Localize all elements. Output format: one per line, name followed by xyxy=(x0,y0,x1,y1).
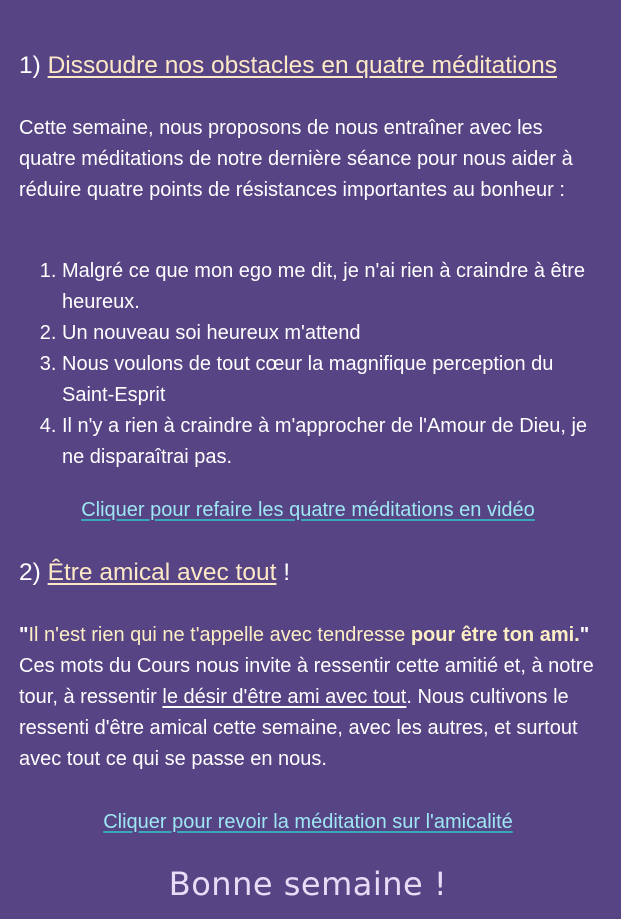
list-item: 4. Il n'y a rien à craindre à m'approcher de l'Amour de Dieu, je ne disparaîtrai pas. xyxy=(62,411,603,473)
friendship-link-container xyxy=(19,808,597,836)
quote-close-mark: " xyxy=(579,624,590,646)
quote-text: Il n'est rien qui ne t'appelle avec tendresse xyxy=(28,624,411,646)
quote-open-mark: " xyxy=(19,624,29,646)
section-2-title: Être amical avec tout xyxy=(47,559,277,586)
paragraph-text-before-link: Ces mots du Cours nous invite à ressentir cette amitié et, à notre tour, à ressentir xyxy=(19,655,594,708)
video-link-container xyxy=(19,496,597,524)
section-2-heading xyxy=(19,558,290,588)
section-2-number: 2) xyxy=(19,559,41,586)
section-2-paragraph xyxy=(19,620,603,775)
closing-greeting: Bonne semaine ! xyxy=(168,865,448,903)
paragraph-text-after-link: . Nous cultivons le ressenti d'être amical cette semaine, avec les autres, et surtout avec tout ce qui se passe en nous. xyxy=(19,686,578,770)
friendship-desire-link[interactable]: le désir d'être ami avec tout xyxy=(162,686,407,708)
list-item: 1. Malgré ce que mon ego me dit, je n'ai rien à craindre à être heureux. xyxy=(62,256,603,318)
section-1-title: Dissoudre nos obstacles en quatre méditations xyxy=(47,52,557,79)
section-2-title-suffix: ! xyxy=(276,559,291,586)
quote-bold-text: pour être ton ami. xyxy=(410,624,580,646)
meditations-video-link[interactable]: Cliquer pour refaire les quatre méditations en vidéo xyxy=(81,499,535,521)
list-item: 2. Un nouveau soi heureux m'attend xyxy=(62,318,603,349)
section-1-heading xyxy=(19,51,557,81)
friendship-meditation-link[interactable]: Cliquer pour revoir la méditation sur l'amicalité xyxy=(103,811,513,833)
meditation-list xyxy=(19,256,603,473)
section-1-intro: Cette semaine, nous proposons de nous entraîner avec les quatre méditations de notre dernière séance pour nous aider à réduire quatre points de résistances importantes au bonheur : xyxy=(19,117,573,201)
section-1-number: 1) xyxy=(19,52,41,79)
list-item: 3. Nous voulons de tout cœur la magnifique perception du Saint-Esprit xyxy=(62,349,603,411)
